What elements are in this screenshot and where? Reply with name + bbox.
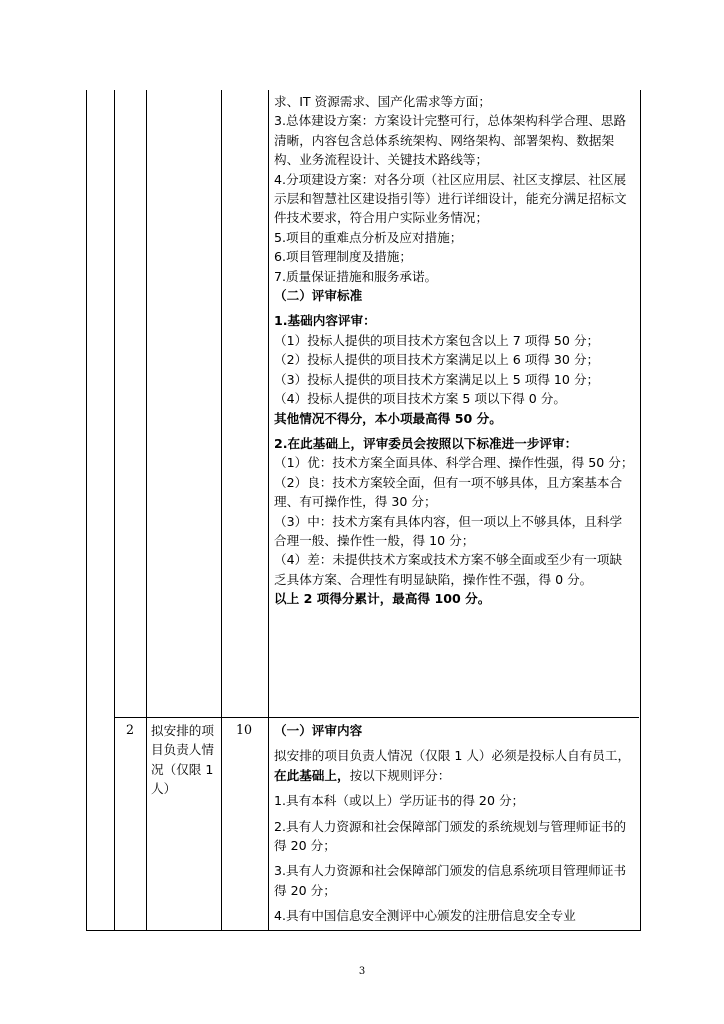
content-line: 5.项目的重难点分析及应对措施； bbox=[274, 229, 463, 245]
basic-item: （3）投标人提供的项目技术方案满足以上 5 项得 10 分； bbox=[274, 371, 600, 387]
content-line: 3.总体建设方案：方案设计完整可行，总体架构科学合理、思路清晰，内容包含总体系统架构、网络架构、部署架构、数据架构、业务流程设计、关键技术路线等； bbox=[274, 113, 627, 168]
further-item: （4）差：未提供技术方案或技术方案不够全面或至少有一项缺乏具体方案、合理性有明显缺陷，操作性不强，得 0 分。 bbox=[274, 552, 623, 587]
section-heading: （一）评审内容 bbox=[274, 723, 363, 738]
further-item: （1）优：技术方案全面具体、科学合理、操作性强，得 50 分； bbox=[274, 455, 634, 471]
item-score: 10 bbox=[236, 722, 253, 737]
row2-intro bbox=[274, 746, 634, 785]
total-note: 以上 2 项得分累计，最高得 100 分。 bbox=[274, 591, 491, 607]
table-col-divider bbox=[146, 90, 147, 930]
content-line: 求、IT 资源需求、国产化需求等方面； bbox=[274, 94, 491, 109]
table-row-divider bbox=[114, 717, 639, 718]
basic-item: （2）投标人提供的项目技术方案满足以上 6 项得 30 分； bbox=[274, 352, 600, 368]
further-item: （2）良：技术方案较全面，但有一项不够具体，且方案基本合理、有可操作性，得 30 分； bbox=[274, 474, 623, 510]
page-number: 3 bbox=[358, 966, 366, 977]
table-col-divider bbox=[221, 90, 222, 930]
further-review-title: 2.在此基础上，评审委员会按照以下标准进一步评审： bbox=[274, 435, 578, 451]
table-col-divider bbox=[268, 90, 269, 930]
basic-review-title: 1.基础内容评审： bbox=[274, 313, 376, 329]
row1-content bbox=[274, 92, 634, 609]
criterion: 4.具有中国信息安全测评中心颁发的注册信息安全专业 bbox=[274, 908, 576, 924]
basic-item: （1）投标人提供的项目技术方案包含以上 7 项得 50 分； bbox=[274, 332, 600, 348]
row2-content bbox=[274, 721, 634, 932]
criterion: 3.具有人力资源和社会保障部门颁发的信息系统项目管理师证书得 20 分； bbox=[274, 863, 627, 898]
intro-text: 拟安排的项目负责人情况（仅限 1 人）必须是投标人自有员工， bbox=[274, 748, 631, 764]
criterion: 1.具有本科（或以上）学历证书的得 20 分； bbox=[274, 793, 525, 809]
intro-emphasis: 在此基础上， bbox=[274, 767, 350, 783]
further-item: （3）中：技术方案有具体内容，但一项以上不够具体，且科学合理一般、操作性一般，得 10 分； bbox=[274, 513, 623, 548]
criterion: 2.具有人力资源和社会保障部门颁发的系统规划与管理师证书的得 20 分； bbox=[274, 818, 627, 854]
content-line: 7.质量保证措施和服务承诺。 bbox=[274, 268, 438, 284]
basic-item: （4）投标人提供的项目技术方案 5 项以下得 0 分。 bbox=[274, 391, 566, 407]
table-col-divider bbox=[114, 90, 115, 930]
item-name: 拟安排的项目负责人情况（仅限 1 人） bbox=[151, 723, 214, 797]
content-line: 6.项目管理制度及措施； bbox=[274, 249, 412, 265]
basic-note: 其他情况不得分，本小项最高得 50 分。 bbox=[274, 410, 502, 426]
content-line: 4.分项建设方案：对各分项（社区应用层、社区支撑层、社区展示层和智慧社区建设指引等）进行详细设计，能充分满足招标文件技术要求，符合用户实际业务情况； bbox=[274, 171, 627, 226]
section-heading: （二）评审标准 bbox=[274, 288, 363, 304]
row-index: 2 bbox=[126, 722, 135, 737]
intro-text: 按以下规则评分： bbox=[349, 767, 451, 783]
